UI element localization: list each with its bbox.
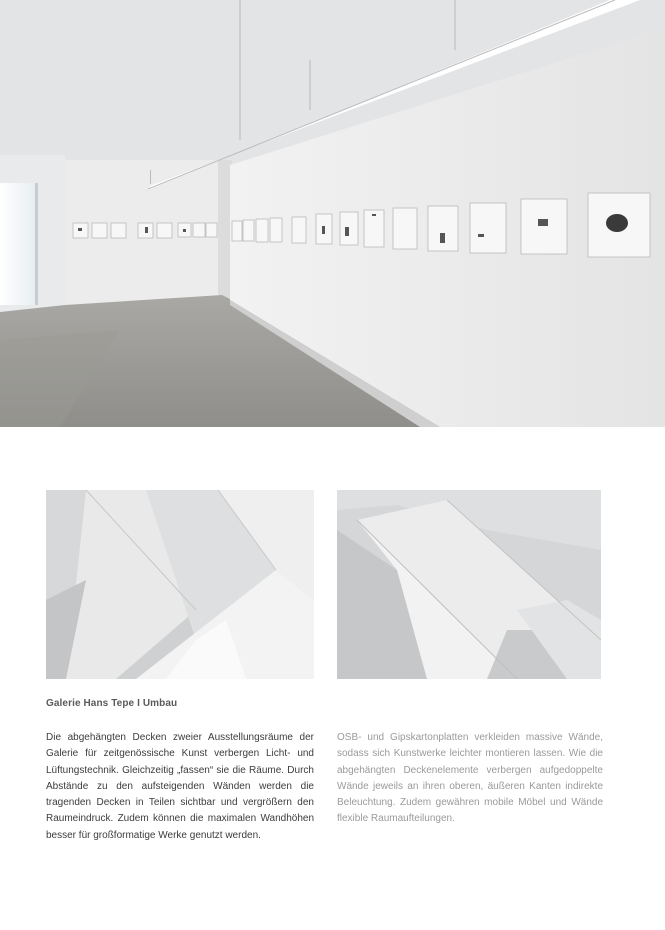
hero-photo-gallery-interior xyxy=(0,0,665,427)
description-paragraph-left: Die abgehängten Decken zweier Ausstellungsräume der Galerie für zeitgenössische Kunst verbergen Licht- und Lüftungstechnik. Gleichzeitig „fassen“ sie die Räume. Durch Abstände zu den aufsteigenden Wänden werden die tragenden Decken in Teilen sichtbar und vergrößern den Raumeindruck. Zudem können die maximalen Wandhöhen besser für großformatige Werke genutzt werden. xyxy=(46,732,314,841)
ceiling-detail-right-illustration xyxy=(337,490,601,679)
description-paragraph-right: OSB- und Gipskartonplatten verkleiden massive Wände, sodass sich Kunstwerke leichter montieren lassen. Wie die abgehängten Deckenelemente verbergen aufgedoppelte Wände jeweils an ihren oberen, äußeren Kanten indirekte Beleuchtung. Zudem gewähren mobile Möbel und Wände flexible Raumaufteilungen. xyxy=(337,732,603,825)
gallery-interior-illustration xyxy=(0,0,665,427)
photo-ceiling-detail-right xyxy=(337,490,601,679)
ceiling-detail-left-illustration xyxy=(46,490,314,679)
photo-ceiling-detail-left xyxy=(46,490,314,679)
project-title: Galerie Hans Tepe I Umbau xyxy=(46,698,178,709)
